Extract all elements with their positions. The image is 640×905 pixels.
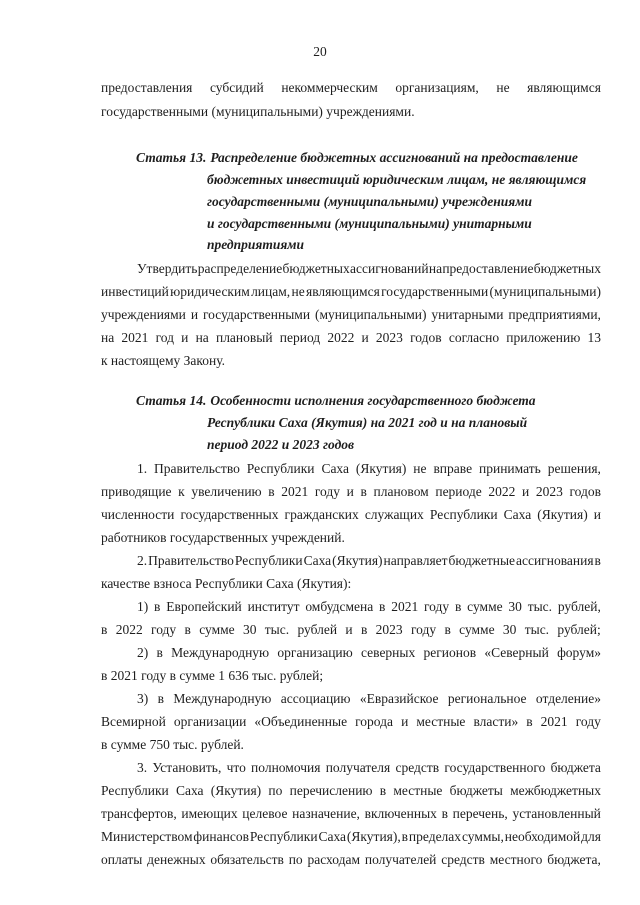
word: рублей, [557, 599, 601, 614]
word: распределение [197, 261, 283, 276]
word: году [575, 714, 601, 729]
word: пределах [408, 829, 462, 844]
word: ассигнований [350, 261, 429, 276]
word: 2021 [281, 484, 309, 499]
word: году [151, 622, 177, 637]
word: 2023 [375, 622, 403, 637]
word: расходам [307, 852, 361, 867]
word: бюджетных [282, 261, 350, 276]
word: 13 [587, 330, 601, 345]
word: инвестиций [101, 284, 169, 299]
word: предоставление [442, 261, 534, 276]
word: по [268, 783, 283, 798]
word: 30 [508, 599, 522, 614]
word: Саха [321, 461, 349, 476]
text-line [101, 806, 601, 822]
word: Международную [173, 691, 272, 706]
word: (Якутия), [346, 829, 401, 844]
text-line: работников государственных учреждений. [101, 530, 345, 545]
word: к [178, 484, 185, 499]
word: году [314, 484, 341, 499]
word: целевое [242, 806, 288, 821]
text-line [101, 783, 601, 799]
word: (Якутия) [537, 507, 588, 522]
word: и [181, 330, 189, 345]
word: получателей [364, 852, 437, 867]
heading-line: Особенности исполнения государственного бюджета [210, 393, 536, 408]
text-line [101, 330, 601, 346]
word: форум» [557, 645, 601, 660]
word: организации [173, 714, 247, 729]
word: и [521, 484, 530, 499]
word: Республики [101, 783, 169, 798]
word: Республики [234, 553, 303, 568]
text-line [137, 553, 601, 569]
heading-line: и государственными (муниципальными) унитарными [207, 216, 532, 231]
word: периоде [435, 484, 482, 499]
article-13-heading [136, 150, 578, 166]
text-line [137, 645, 601, 661]
text-line [101, 852, 601, 868]
word: плановом [373, 484, 429, 499]
word: трансфертов, [101, 806, 177, 821]
word: организацию [277, 645, 353, 660]
word: гражданских [284, 507, 359, 522]
word: Установить, [152, 760, 222, 775]
page-number: 20 [313, 44, 327, 59]
word: Министерством [101, 829, 193, 844]
word: не [496, 80, 510, 95]
text-line [101, 507, 601, 523]
word: (муниципальными) [314, 307, 427, 322]
word: бюджетные [448, 553, 516, 568]
text-line [137, 691, 601, 707]
word: перечень, [452, 806, 508, 821]
word: необходимой [504, 829, 581, 844]
word: 30 [502, 622, 517, 637]
word: «Евразийское [359, 691, 439, 706]
word: в [526, 714, 533, 729]
article-14-label: Статья 14. [136, 393, 207, 408]
word: не [413, 461, 427, 476]
text-line: к настоящему Закону. [101, 353, 225, 368]
word: Саха [318, 829, 347, 844]
word: Правительство [148, 553, 234, 568]
word: согласно [448, 330, 500, 345]
word: Саха [175, 783, 204, 798]
text-line [101, 307, 601, 323]
word: местного [489, 852, 543, 867]
word: и [593, 507, 601, 522]
word: обязательств [210, 852, 284, 867]
word: на [101, 330, 115, 345]
word: 2) [137, 645, 149, 660]
word: учреждениями [101, 307, 186, 322]
word: регионов [423, 645, 477, 660]
heading-line: период 2022 и 2023 годов [207, 437, 355, 452]
word: установленный [512, 806, 601, 821]
word: назначение, [292, 806, 360, 821]
word: региональное [447, 691, 527, 706]
word: увеличению [191, 484, 262, 499]
text-line: в 2021 году в сумме 1 636 тыс. рублей; [101, 668, 324, 683]
word: годов [569, 484, 601, 499]
word: финансов [193, 829, 249, 844]
word: ассоциацию [280, 691, 351, 706]
word: период [279, 330, 321, 345]
word: и [361, 330, 369, 345]
text-line [137, 261, 601, 277]
word: 2022 [115, 622, 143, 637]
word: Саха [303, 553, 332, 568]
word: сумме [467, 599, 503, 614]
text-line [137, 760, 601, 776]
word: и [346, 484, 354, 499]
word: тыс. [264, 622, 290, 637]
text-line [101, 484, 601, 500]
word: предприятиями, [508, 307, 601, 322]
word: 1) [137, 599, 149, 614]
word: 3. [137, 760, 148, 775]
word: (муниципальными) [489, 284, 601, 299]
word: на [428, 261, 443, 276]
word: местные [393, 783, 443, 798]
word: государственного [444, 760, 546, 775]
word: «Северный [484, 645, 549, 660]
word: Республики [429, 507, 498, 522]
word: служащих [364, 507, 424, 522]
word: оплаты [101, 852, 143, 867]
word: году [410, 622, 437, 637]
word: 30 [242, 622, 257, 637]
heading-line: Распределение бюджетных ассигнований на предоставление [210, 150, 578, 165]
word: 2022 [488, 484, 516, 499]
word: в [156, 645, 163, 660]
word: бюджетных [533, 261, 601, 276]
word: перечислению [289, 783, 373, 798]
word: численности [101, 507, 175, 522]
text-line [101, 80, 601, 96]
word: денежных [147, 852, 206, 867]
word: год [155, 330, 174, 345]
word: в [101, 622, 108, 637]
word: Международную [171, 645, 270, 660]
word: в [594, 553, 601, 568]
word: местные [416, 714, 466, 729]
text-line [137, 461, 601, 477]
word: предоставления [101, 80, 193, 95]
word: города [355, 714, 394, 729]
heading-line: государственными (муниципальными) учреждениями [207, 194, 532, 209]
word: унитарными [431, 307, 504, 322]
word: в [444, 622, 451, 637]
word: и [401, 714, 409, 729]
word: тыс. [527, 599, 553, 614]
word: рублей [297, 622, 338, 637]
word: приводящие [101, 484, 172, 499]
word: в [360, 484, 367, 499]
word: в [379, 783, 387, 798]
word: 2022 [327, 330, 355, 345]
word: 3) [137, 691, 149, 706]
word: Саха [503, 507, 532, 522]
word: в [401, 829, 409, 844]
text-line [101, 284, 601, 300]
word: не [291, 284, 305, 299]
word: что [226, 760, 246, 775]
word: в [184, 622, 191, 637]
word: в [441, 806, 448, 821]
word: организациям, [395, 80, 479, 95]
word: некоммерческим [281, 80, 378, 95]
word: бюджета [550, 760, 601, 775]
text-line [101, 829, 601, 845]
word: и [345, 622, 353, 637]
word: полномочия [251, 760, 321, 775]
word: Европейский [166, 599, 242, 614]
word: по [288, 852, 303, 867]
word: государственными [202, 307, 311, 322]
word: сумме [199, 622, 235, 637]
word: (Якутия) [332, 553, 383, 568]
word: сумме [459, 622, 495, 637]
word: включенных [364, 806, 437, 821]
word: являющимся [527, 80, 601, 95]
word: государственными [381, 284, 489, 299]
word: 2021 [121, 330, 149, 345]
text-line: качестве взноса Республики Саха (Якутия): [101, 576, 352, 591]
word: средств [395, 760, 440, 775]
word: ассигнования [515, 553, 594, 568]
word: омбудсмена [305, 599, 374, 614]
word: (Якутия) [355, 461, 407, 476]
word: Утвердить [137, 261, 198, 276]
word: рублей; [557, 622, 601, 637]
word: средств [441, 852, 485, 867]
word: власти» [473, 714, 519, 729]
heading-line: бюджетных инвестиций юридическим лицам, не являющимся [207, 172, 587, 187]
heading-line: предприятиями [207, 237, 305, 252]
text-line [101, 622, 601, 638]
word: государственных [180, 507, 279, 522]
word: 2023 [375, 330, 403, 345]
word: году [423, 599, 450, 614]
word: северных [361, 645, 416, 660]
word: тыс. [524, 622, 550, 637]
article-13-label: Статья 13. [136, 150, 207, 165]
word: 1. [137, 461, 148, 476]
word: 2021 [540, 714, 568, 729]
word: бюджеты [449, 783, 503, 798]
word: имеющих [181, 806, 238, 821]
word: 2023 [535, 484, 563, 499]
word: юридическим [170, 284, 250, 299]
word: 2021 [391, 599, 419, 614]
word: в [454, 599, 462, 614]
word: решения, [547, 461, 601, 476]
word: суммы, [461, 829, 504, 844]
text-line: государственными (муниципальными) учреждениями. [101, 104, 415, 119]
word: на [195, 330, 209, 345]
word: и [190, 307, 199, 322]
word: бюджета, [547, 852, 601, 867]
word: годов [410, 330, 442, 345]
word: вправе [433, 461, 473, 476]
word: субсидий [209, 80, 264, 95]
word: в [268, 484, 275, 499]
word: плановый [215, 330, 273, 345]
article-14-heading [136, 393, 536, 409]
heading-line: Республики Саха (Якутия) на 2021 год и на плановый [207, 415, 528, 430]
word: в [154, 599, 161, 614]
word: отделение» [535, 691, 601, 706]
word: 2. [137, 553, 148, 568]
word: межбюджетных [510, 783, 601, 798]
word: для [581, 829, 601, 844]
word: (Якутия) [210, 783, 262, 798]
word: Республики [246, 461, 315, 476]
word: лицам, [251, 284, 291, 299]
text-line [101, 714, 601, 730]
word: в [157, 691, 164, 706]
word: Правительство [154, 461, 240, 476]
word: являющимся [305, 284, 380, 299]
word: Республики [249, 829, 318, 844]
text-line [137, 599, 601, 615]
word: в [360, 622, 368, 637]
word: институт [247, 599, 300, 614]
text-line: в сумме 750 тыс. рублей. [101, 737, 244, 752]
word: направляет [383, 553, 448, 568]
word: приложению [506, 330, 581, 345]
word: получателя [325, 760, 391, 775]
word: «Объединенные [254, 714, 348, 729]
word: Всемирной [101, 714, 166, 729]
word: в [379, 599, 386, 614]
word: принимать [479, 461, 541, 476]
